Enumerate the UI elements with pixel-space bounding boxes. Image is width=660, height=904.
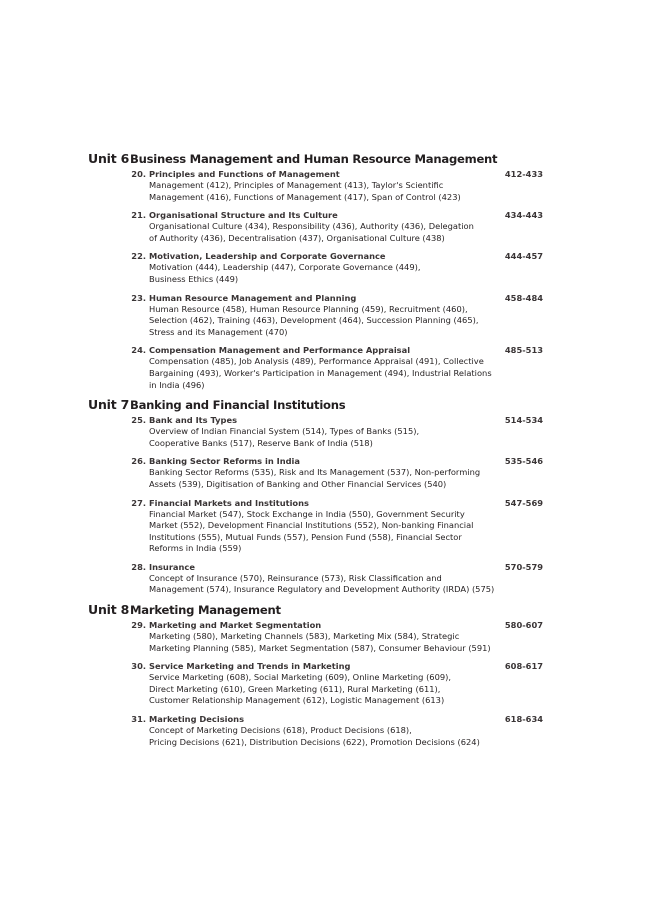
topic-line: Business Ethics (449) <box>149 273 239 284</box>
table-of-contents <box>88 151 548 754</box>
chapter-entry <box>118 660 543 707</box>
unit-label: Unit 8 <box>88 602 130 618</box>
chapter-title: Compensation Management and Performance Appraisal <box>149 345 411 356</box>
chapter-title: Service Marketing and Trends in Marketing <box>149 661 351 672</box>
chapter-heading <box>118 250 543 262</box>
topic-line: Compensation (485), Job Analysis (489), Performance Appraisal (491), Collective <box>149 356 484 367</box>
topic-line: Stress and its Management (470) <box>149 326 288 337</box>
chapter-page-range: 412-433 <box>504 169 543 179</box>
chapter-heading <box>118 455 543 467</box>
unit-heading <box>88 397 548 412</box>
chapter-page-range: 535-546 <box>504 456 543 467</box>
unit-section <box>88 397 548 596</box>
chapter-title: Principles and Functions of Management <box>149 169 340 179</box>
chapter-topics <box>149 356 504 391</box>
chapter-topics <box>149 221 504 244</box>
chapter-topics <box>149 573 504 596</box>
chapter-page-range: 547-569 <box>504 497 543 508</box>
chapter-topics <box>149 467 504 490</box>
topic-line: Organisational Culture (434), Responsibility (436), Authority (436), Delegation <box>149 221 474 232</box>
chapter-page-range: 485-513 <box>504 345 543 356</box>
topic-line: Banking Sector Reforms (535), Risk and Its Management (537), Non-performing <box>149 467 481 478</box>
topic-line: Human Resource (458), Human Resource Planning (459), Recruitment (460), <box>149 303 468 314</box>
chapter-number: 22. <box>131 251 146 262</box>
chapter-topics <box>149 631 504 654</box>
chapter-heading <box>118 209 543 221</box>
unit-section <box>88 151 548 391</box>
chapter-title: Banking Sector Reforms in India <box>149 456 300 467</box>
chapter-heading <box>118 414 543 426</box>
unit-title: Banking and Financial Institutions <box>130 398 346 413</box>
unit-label: Unit 6 <box>88 151 130 166</box>
unit-section <box>88 602 548 748</box>
chapter-number: 29. <box>131 620 146 631</box>
chapter-title: Motivation, Leadership and Corporate Governance <box>149 251 386 262</box>
chapter-number: 26. <box>131 456 146 467</box>
chapter-number: 21. <box>131 210 146 221</box>
chapter-topics <box>149 672 504 707</box>
chapter-entry <box>118 344 543 391</box>
chapter-heading <box>118 561 543 573</box>
unit-heading <box>88 602 548 617</box>
chapter-title: Financial Markets and Institutions <box>149 497 309 508</box>
topic-line: in India (496) <box>149 379 205 390</box>
chapter-title: Organisational Structure and Its Culture <box>149 210 338 221</box>
chapter-title: Marketing Decisions <box>149 714 245 725</box>
topic-line: Concept of Insurance (570), Reinsurance (573), Risk Classification and <box>149 572 442 583</box>
chapter-number: 30. <box>131 661 146 672</box>
topic-line: Overview of Indian Financial System (514), Types of Banks (515), <box>149 426 420 437</box>
topic-line: Bargaining (493), Worker's Participation in Management (494), Industrial Relations <box>149 367 492 378</box>
chapter-number: 24. <box>131 345 146 356</box>
chapter-title: Human Resource Management and Planning <box>149 292 357 303</box>
chapter-heading <box>118 344 543 356</box>
chapter-page-range: 514-534 <box>504 415 543 426</box>
chapter-page-range: 570-579 <box>504 561 543 572</box>
chapter-entry <box>118 455 543 490</box>
chapter-number: 25. <box>131 415 146 426</box>
chapter-topics <box>149 304 504 339</box>
chapter-entry <box>118 209 543 244</box>
chapter-entry <box>118 713 543 748</box>
chapter-topics <box>149 262 504 285</box>
topic-line: Assets (539), Digitisation of Banking and Other Financial Services (540) <box>149 478 447 489</box>
chapter-entry <box>118 561 543 596</box>
chapter-heading <box>118 168 543 180</box>
unit-heading <box>88 151 548 166</box>
chapter-heading <box>118 619 543 631</box>
chapter-number: 31. <box>131 714 146 725</box>
chapter-title: Marketing and Market Segmentation <box>149 620 322 631</box>
chapter-number: 20. <box>131 169 146 179</box>
chapter-title: Bank and Its Types <box>149 415 238 426</box>
topic-line: Selection (462), Training (463), Development (464), Succession Planning (465), <box>149 315 479 326</box>
chapter-title: Insurance <box>149 561 195 572</box>
chapter-topics <box>149 426 504 449</box>
chapter-entry <box>118 497 543 555</box>
chapter-heading <box>118 713 543 725</box>
unit-title: Business Management and Human Resource Management <box>130 152 498 166</box>
topic-line: of Authority (436), Decentralisation (437), Organisational Culture (438) <box>149 232 445 243</box>
topic-line: Management (574), Insurance Regulatory and Development Authority (IRDA) (575) <box>149 584 495 595</box>
topic-line: Customer Relationship Management (612), Logistic Management (613) <box>149 695 445 706</box>
topic-line: Management (416), Functions of Management (417), Span of Control (423) <box>149 191 461 202</box>
topic-line: Concept of Marketing Decisions (618), Product Decisions (618), <box>149 725 412 736</box>
chapter-topics <box>149 509 504 555</box>
chapter-heading <box>118 497 543 509</box>
topic-line: Market (552), Development Financial Institutions (552), Non-banking Financial <box>149 520 474 531</box>
chapter-number: 23. <box>131 292 146 303</box>
chapter-page-range: 458-484 <box>504 292 543 303</box>
topic-line: Marketing (580), Marketing Channels (583), Marketing Mix (584), Strategic <box>149 631 460 642</box>
topic-line: Pricing Decisions (621), Distribution Decisions (622), Promotion Decisions (624) <box>149 736 480 747</box>
topic-line: Marketing Planning (585), Market Segmentation (587), Consumer Behaviour (591) <box>149 642 491 653</box>
chapter-topics <box>149 180 504 203</box>
unit-title: Marketing Management <box>130 603 281 618</box>
chapter-page-range: 608-617 <box>504 661 543 672</box>
chapter-page-range: 618-634 <box>504 714 543 725</box>
chapter-entry <box>118 168 543 203</box>
chapter-page-range: 444-457 <box>504 251 543 262</box>
topic-line: Management (412), Principles of Management (413), Taylor's Scientific <box>149 180 444 190</box>
chapter-number: 28. <box>131 561 146 572</box>
chapter-entry <box>118 250 543 285</box>
topic-line: Direct Marketing (610), Green Marketing (611), Rural Marketing (611), <box>149 683 441 694</box>
chapter-entry <box>118 619 543 654</box>
unit-label: Unit 7 <box>88 397 130 413</box>
chapter-topics <box>149 725 504 748</box>
topic-line: Cooperative Banks (517), Reserve Bank of India (518) <box>149 437 373 448</box>
chapter-page-range: 434-443 <box>504 210 543 221</box>
chapter-number: 27. <box>131 497 146 508</box>
topic-line: Service Marketing (608), Social Marketing (609), Online Marketing (609), <box>149 672 452 683</box>
topic-line: Institutions (555), Mutual Funds (557), Pension Fund (558), Financial Sector <box>149 531 462 542</box>
chapter-page-range: 580-607 <box>504 620 543 631</box>
topic-line: Financial Market (547), Stock Exchange in India (550), Government Security <box>149 508 465 519</box>
chapter-entry <box>118 292 543 339</box>
chapter-heading <box>118 660 543 672</box>
chapter-entry <box>118 414 543 449</box>
topic-line: Reforms in India (559) <box>149 543 242 554</box>
chapter-heading <box>118 292 543 304</box>
topic-line: Motivation (444), Leadership (447), Corporate Governance (449), <box>149 262 421 273</box>
